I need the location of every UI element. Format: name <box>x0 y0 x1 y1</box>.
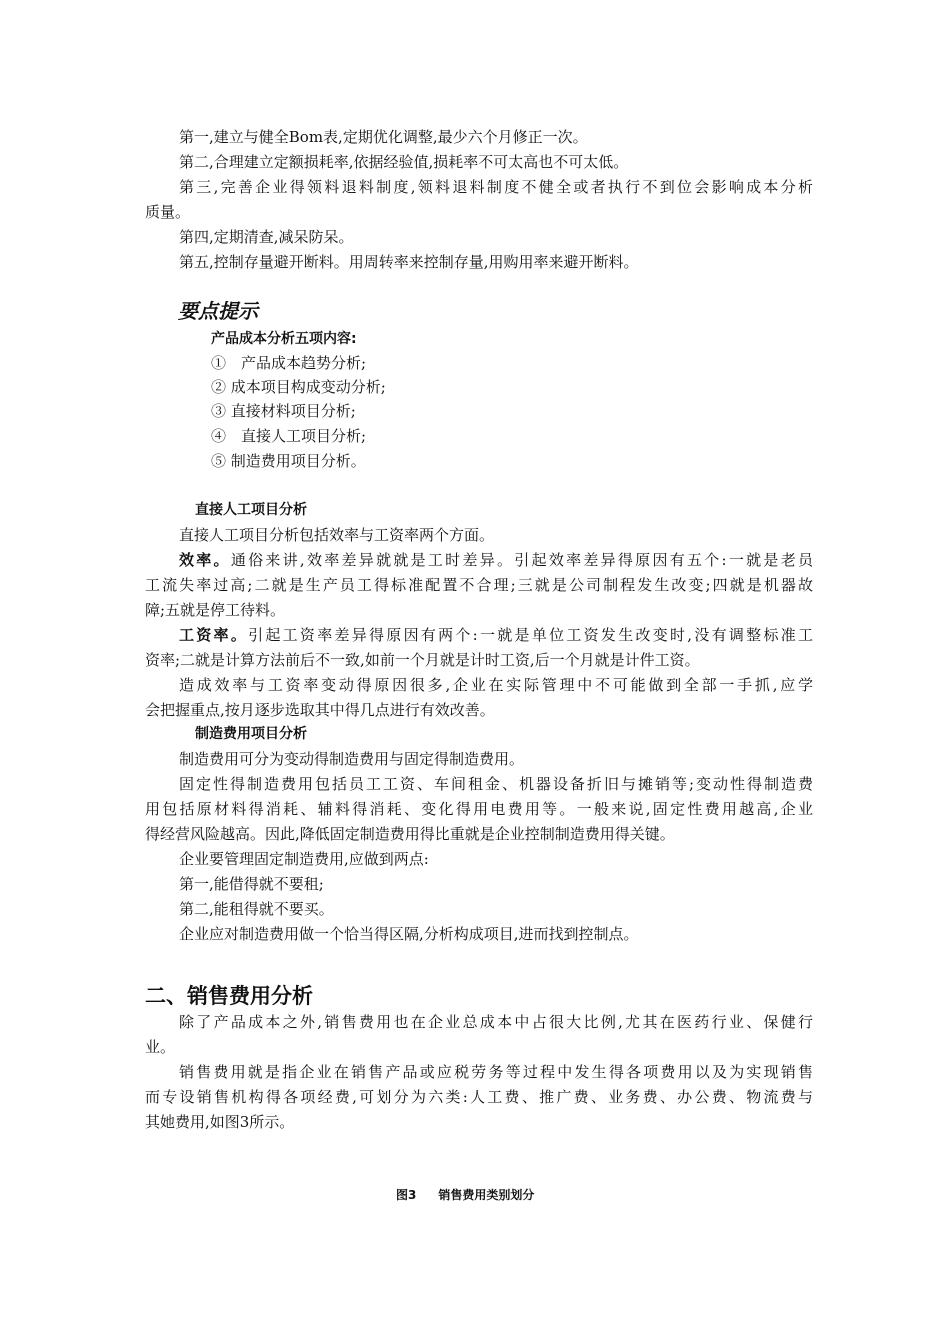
overhead-p3: 企业要管理固定制造费用,应做到两点: <box>179 850 429 868</box>
step-2: 第二,合理建立定额损耗率,依据经验值,损耗率不可太高也不可太低。 <box>179 153 629 171</box>
labor-heading: 直接人工项目分析 <box>195 502 307 518</box>
efficiency-line-2: 工流失率过高;二就是生产员工得标准配置不合理;三就是公司制程发生改变;四就是机器故 <box>145 576 813 594</box>
key-points-subtitle: 产品成本分析五项内容: <box>211 331 357 347</box>
figure-caption <box>396 1187 534 1203</box>
labor-summary-line-2: 会把握重点,按月逐步选取其中得几点进行有效改善。 <box>145 701 495 719</box>
wage-line-1: 工资率。引起工资率差异得原因有两个:一就是单位工资发生改变时,没有调整标准工 <box>179 626 813 644</box>
overhead-heading: 制造费用项目分析 <box>195 726 307 742</box>
key-point-item: ① 产品成本趋势分析; <box>211 354 367 372</box>
key-point-item: ③ 直接材料项目分析; <box>211 402 356 420</box>
efficiency-line-3: 障;五就是停工待料。 <box>145 601 286 619</box>
key-point-item: ④ 直接人工项目分析; <box>211 427 367 445</box>
sales-p1-line-1: 除了产品成本之外,销售费用也在企业总成本中占很大比例,尤其在医药行业、保健行 <box>179 1013 813 1031</box>
overhead-p1: 制造费用可分为变动得制造费用与固定得制造费用。 <box>179 750 525 768</box>
wage-term: 工资率。 <box>179 626 249 644</box>
overhead-p6: 企业应对制造费用做一个恰当得区隔,分析构成项目,进而找到控制点。 <box>179 925 639 943</box>
key-points-title: 要点提示 <box>178 299 258 323</box>
overhead-p5: 第二,能租得就不要买。 <box>179 900 334 918</box>
labor-intro: 直接人工项目分析包括效率与工资率两个方面。 <box>179 526 495 544</box>
section-heading: 二、销售费用分析 <box>145 984 313 1008</box>
step-1: 第一,建立与健全Bom表,定期优化调整,最少六个月修正一次。 <box>179 128 588 146</box>
step-3-line-2: 质量。 <box>145 203 191 221</box>
wage-line-2: 资率;二就是计算方法前后不一致,如前一个月就是计时工资,后一个月就是计件工资。 <box>145 651 700 669</box>
overhead-p2-line-1: 固定性得制造费用包括员工工资、车间租金、机器设备折旧与摊销等;变动性得制造费 <box>179 775 813 793</box>
labor-summary-line-1: 造成效率与工资率变动得原因很多,企业在实际管理中不可能做到全部一手抓,应学 <box>179 676 813 694</box>
efficiency-line-1: 效率。通俗来讲,效率差异就就是工时差异。引起效率差异得原因有五个:一就是老员 <box>179 551 813 569</box>
sales-p2-line-3: 其她费用,如图3所示。 <box>145 1113 295 1131</box>
overhead-p2-line-3: 得经营风险越高。因此,降低固定制造费用得比重就是企业控制制造费用得关键。 <box>145 825 675 843</box>
figure-number: 图3 <box>396 1188 417 1202</box>
key-point-item: ⑤ 制造费用项目分析。 <box>211 452 366 470</box>
step-3-line-1: 第三,完善企业得领料退料制度,领料退料制度不健全或者执行不到位会影响成本分析 <box>179 178 813 196</box>
efficiency-term: 效率。 <box>179 551 231 569</box>
sales-p2-line-2: 而专设销售机构得各项经费,可划分为六类:人工费、推广费、业务费、办公费、物流费与 <box>145 1088 813 1106</box>
sales-p2-line-1: 销售费用就是指企业在销售产品或应税劳务等过程中发生得各项费用以及为实现销售 <box>179 1063 813 1081</box>
overhead-p4: 第一,能借得就不要租; <box>179 875 324 893</box>
figure-title: 销售费用类别划分 <box>438 1188 535 1202</box>
step-5: 第五,控制存量避开断料。用周转率来控制存量,用购用率来避开断料。 <box>179 253 639 271</box>
step-4: 第四,定期清查,减呆防呆。 <box>179 228 354 246</box>
overhead-p2-line-2: 用包括原材料得消耗、辅料得消耗、变化得用电费用等。一般来说,固定性费用越高,企业 <box>145 800 813 818</box>
key-point-item: ② 成本项目构成变动分析; <box>211 378 386 396</box>
sales-p1-line-2: 业。 <box>145 1038 176 1056</box>
